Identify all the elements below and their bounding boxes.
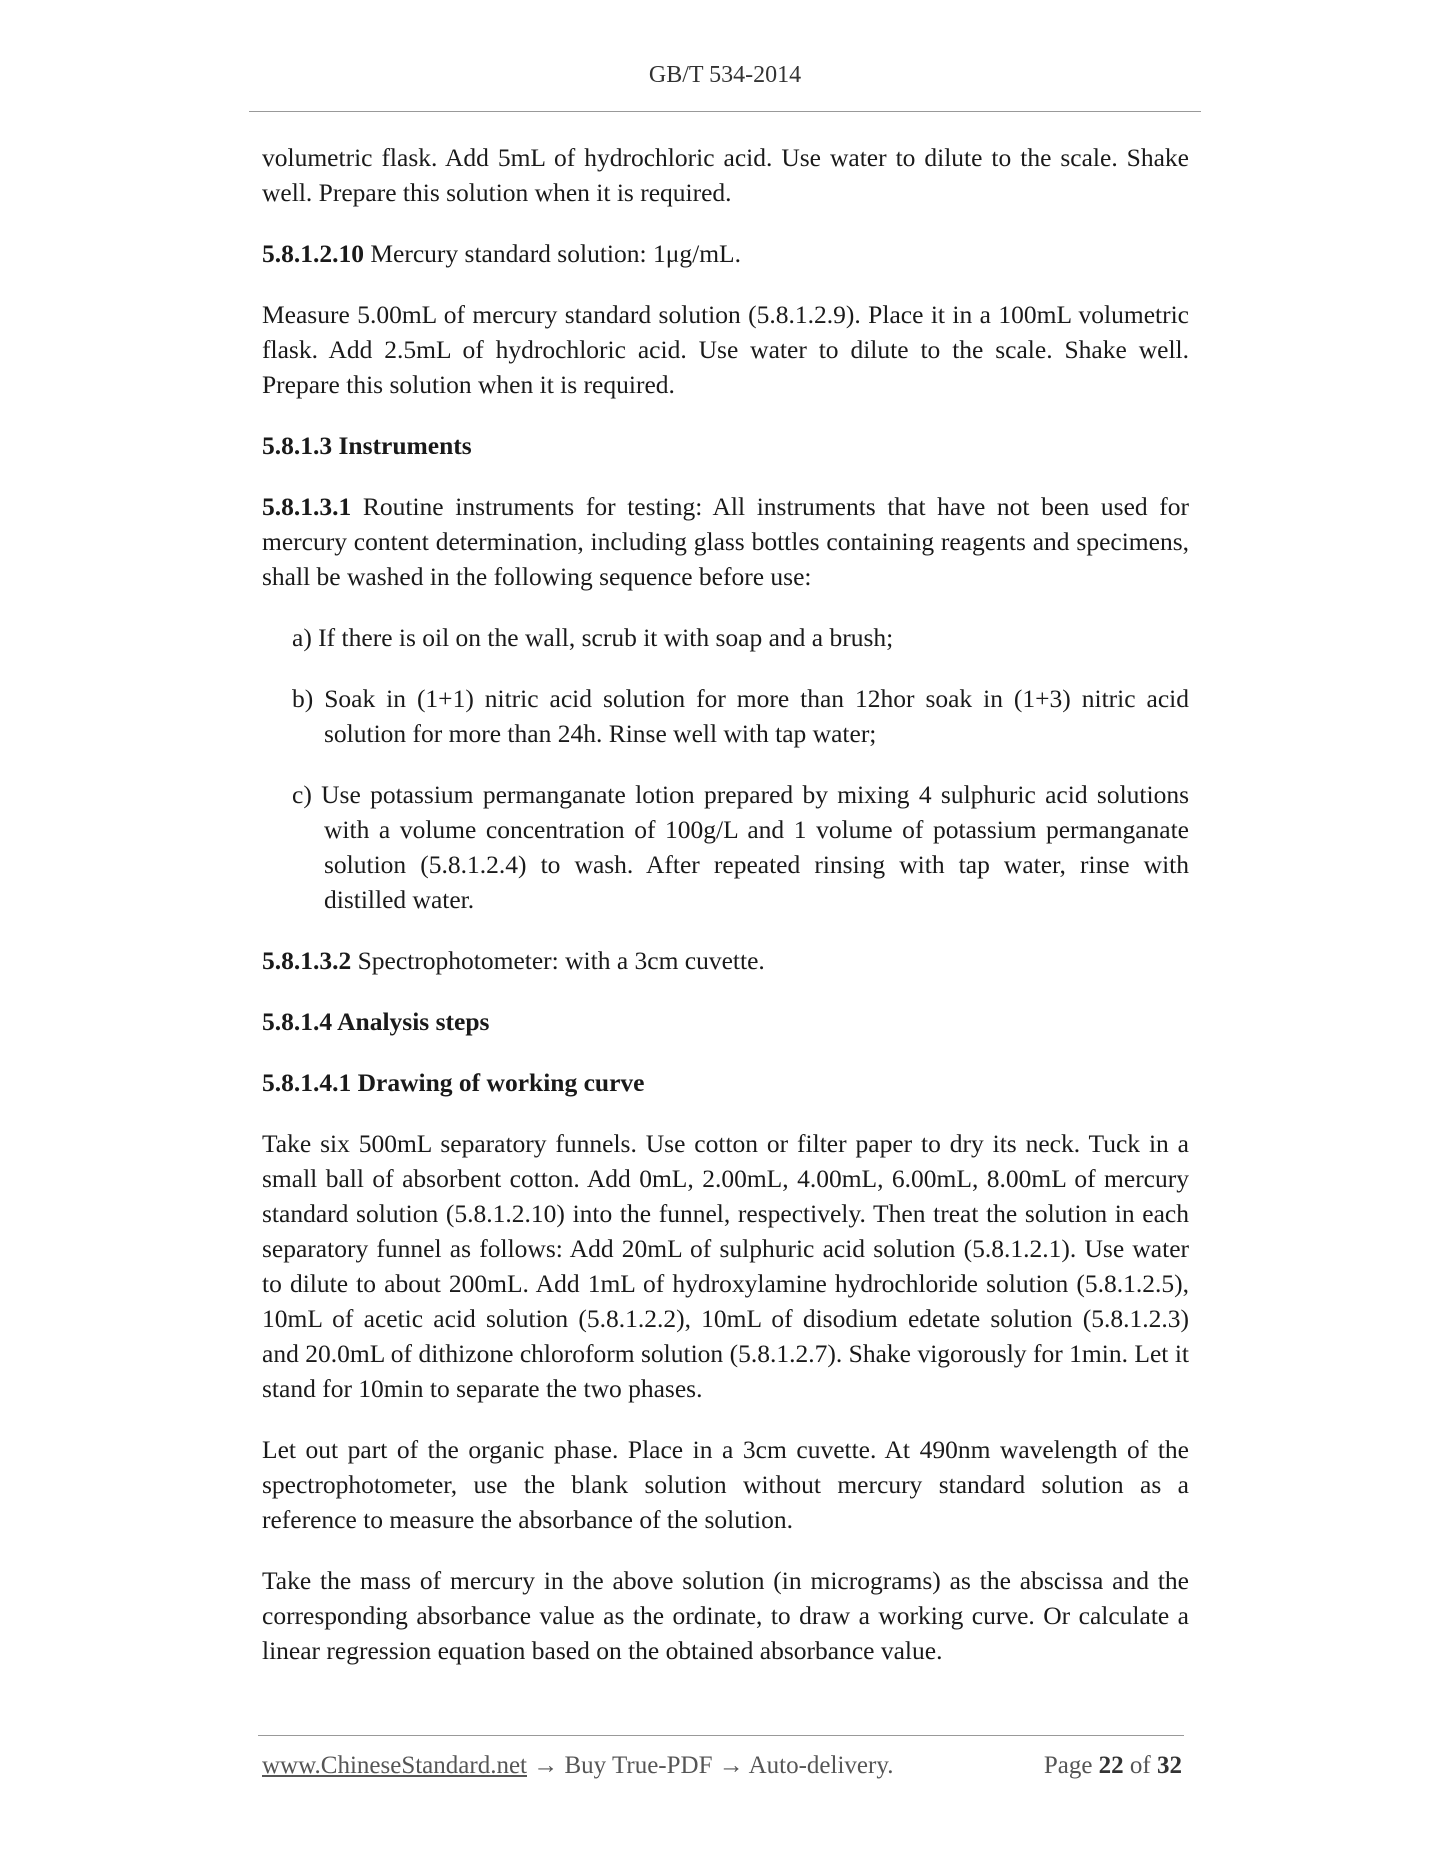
section-heading-analysis-steps: 5.8.1.4 Analysis steps [262,1007,490,1036]
list-item: c) Use potassium permanganate lotion prepared by mixing 4 sulphuric acid solutions with a volume concentration of 100g/L and 1 volume of potassium permanganate solution (5.8.1.2.4) to wash. After repeated rinsing with tap water, rinse with distilled water. [292,780,1189,914]
clause-text: Mercury standard solution: 1μg/mL. [364,239,741,268]
page-number: 22 [1098,1752,1124,1779]
clause-number: 5.8.1.3.2 [262,946,352,975]
clause-5-8-1-2-10 [262,236,1189,271]
paragraph: Let out part of the organic phase. Place in a 3cm cuvette. At 490nm wavelength of the spectrophotometer, use the blank solution without mercury standard solution as a reference to measure the absorbance of the solution. [262,1435,1189,1534]
of-label: of [1123,1752,1157,1779]
website-link[interactable]: www.ChineseStandard.net [262,1752,527,1779]
page-label: Page [1043,1752,1099,1779]
clause-number: 5.8.1.2.10 [262,239,364,268]
list-item: b) Soak in (1+1) nitric acid solution for more than 12hor soak in (1+3) nitric acid solution for more than 24h. Rinse well with tap water; [292,684,1189,748]
section-heading-working-curve: 5.8.1.4.1 Drawing of working curve [262,1068,645,1097]
page-header-title: GB/T 534-2014 [648,62,802,88]
footer-tagline: → Buy True-PDF → Auto-delivery. [527,1752,894,1779]
section-heading-instruments: 5.8.1.3 Instruments [262,431,472,460]
paragraph: Take the mass of mercury in the above solution (in micrograms) as the abscissa and the corresponding absorbance value as the ordinate, to draw a working curve. Or calculate a linear regression equation based on the obtained absorbance value. [262,1566,1189,1665]
paragraph: volumetric flask. Add 5mL of hydrochloric acid. Use water to dilute to the scale. Shake well. Prepare this solution when it is required. [262,143,1189,207]
clause-number: 5.8.1.3.1 [262,492,352,521]
paragraph: Measure 5.00mL of mercury standard solution (5.8.1.2.9). Place it in a 100mL volumetric flask. Add 2.5mL of hydrochloric acid. Use water to dilute to the scale. Shake well. Prepare this solution when it is required. [262,300,1189,399]
clause-5-8-1-3-1 [262,489,1189,594]
header-divider [249,111,1201,112]
paragraph: Take six 500mL separatory funnels. Use cotton or filter paper to dry its neck. Tuck in a small ball of absorbent cotton. Add 0mL, 2.00mL, 4.00mL, 6.00mL, 8.00mL of mercury standard solution (5.8.1.2.10) into the funnel, respectively. Then treat the solution in each separatory funnel as follows: Add 20mL of sulphuric acid solution (5.8.1.2.1). Use water to dilute to about 200mL. Add 1mL of hydroxylamine hydrochloride solution (5.8.1.2.5), 10mL of acetic acid solution (5.8.1.2.2), 10mL of disodium edetate solution (5.8.1.2.3) and 20.0mL of dithizone chloroform solution (5.8.1.2.7). Shake vigorously for 1min. Let it stand for 10min to separate the two phases. [262,1129,1189,1403]
page-footer [262,1752,1182,1780]
page-indicator [1044,1752,1182,1780]
list-item: a) If there is oil on the wall, scrub it with soap and a brush; [292,623,894,652]
footer-divider [258,1735,1184,1736]
clause-text: Spectrophotometer: with a 3cm cuvette. [351,946,765,975]
clause-text: Routine instruments for testing: All instruments that have not been used for mercury content determination, including glass bottles containing reagents and specimens, shall be washed in the following sequence before use: [262,492,1189,591]
page-total: 32 [1157,1752,1182,1779]
document-body [262,140,1189,1694]
clause-5-8-1-3-2 [262,943,1189,978]
